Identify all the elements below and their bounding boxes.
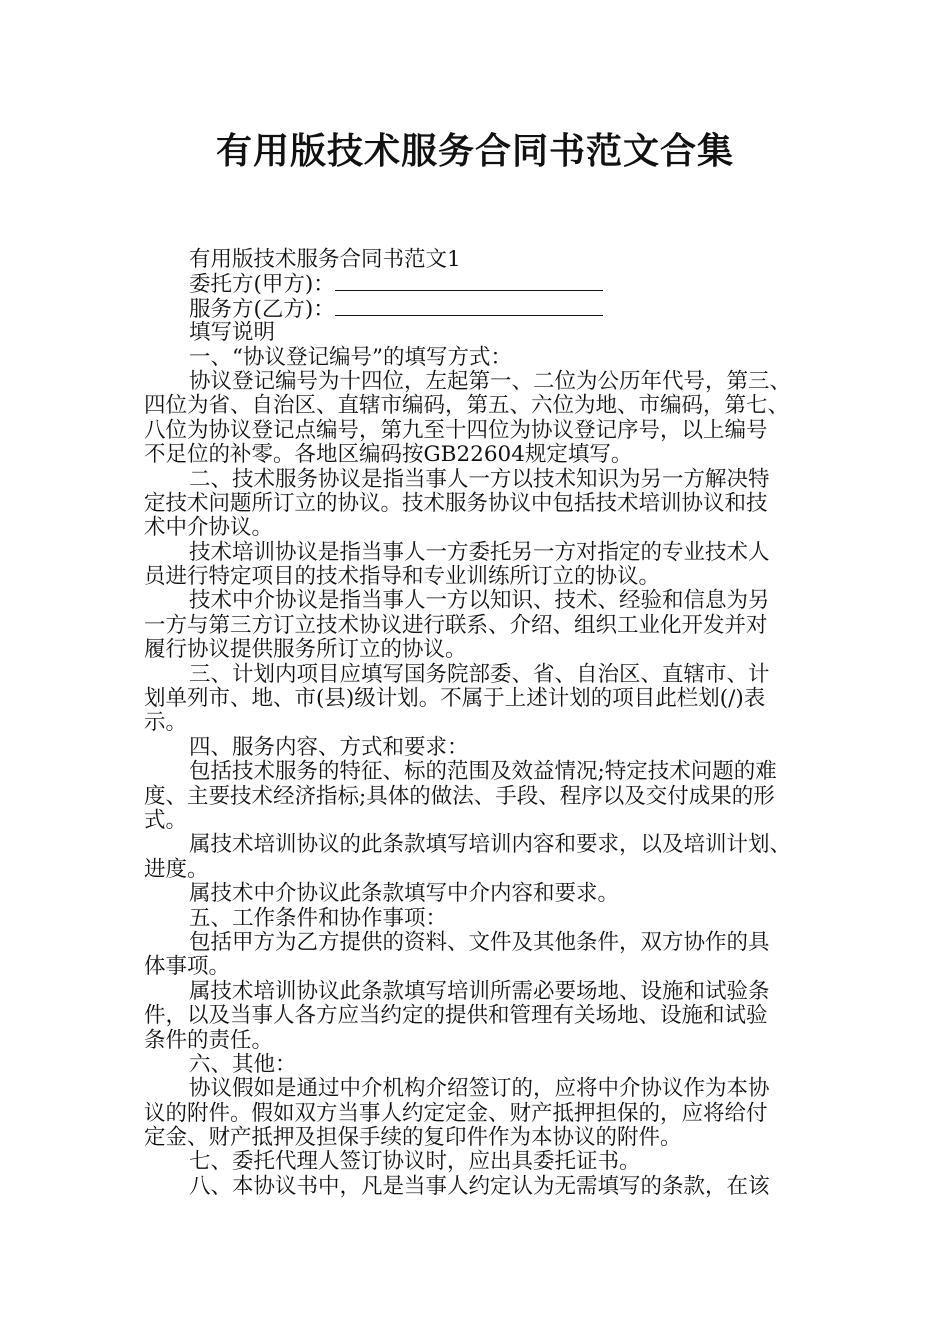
provider-party-line — [144, 297, 834, 321]
paragraph-line: 八位为协议登记点编号，第九至十四位为协议登记序号，以上编号 — [144, 417, 768, 443]
paragraph-line: 度、主要技术经济指标;具体的做法、手段、程序以及交付成果的形 — [144, 783, 775, 809]
paragraph-line: 包括甲方为乙方提供的资料、文件及其他条件，双方协作的具 — [189, 929, 770, 955]
paragraph-line: 一方与第三方订立技术协议进行联系、介绍、组织工业化开发并对 — [144, 612, 768, 638]
paragraph-line: 一、“协议登记编号”的填写方式： — [189, 344, 512, 370]
paragraph-line: 四位为省、自治区、直辖市编码，第五、六位为地、市编码，第七、 — [144, 393, 790, 419]
paragraph-line: 技术中介协议是指当事人一方以知识、技术、经验和信息为另 — [189, 588, 770, 614]
section-heading: 有用版技术服务合同书范文1 — [189, 247, 461, 272]
paragraph-line: 划单列市、地、市(县)级计划。不属于上述计划的项目此栏划(/)表 — [144, 686, 766, 712]
provider-party-label: 服务方(乙方)： — [189, 296, 335, 322]
client-party-label: 委托方(甲方)： — [189, 272, 335, 298]
paragraph-line: 协议假如是通过中介机构介绍签订的，应将中介协议作为本协 — [189, 1076, 770, 1102]
paragraph-line: 进度。 — [144, 856, 209, 882]
paragraph-line: 式。 — [144, 807, 188, 833]
paragraph-line: 示。 — [144, 710, 188, 736]
paragraph-line: 属技术中介协议此条款填写中介内容和要求。 — [189, 881, 620, 907]
paragraph-line: 定金、财产抵押及担保手续的复印件作为本协议的附件。 — [144, 1125, 682, 1151]
paragraph-line: 术中介协议。 — [144, 515, 274, 541]
paragraph-line: 八、本协议书中，凡是当事人约定认为无需填写的条款，在该 — [189, 1173, 770, 1199]
client-party-blank — [335, 272, 603, 291]
paragraph-line: 七、委托代理人签订协议时，应出具委托证书。 — [189, 1149, 641, 1175]
paragraph-line: 六、其他： — [189, 1051, 297, 1077]
paragraph-line: 属技术培训协议的此条款填写培训内容和要求，以及培训计划、 — [189, 832, 792, 858]
paragraph-line: 协议登记编号为十四位，左起第一、二位为公历年代号，第三、 — [189, 368, 792, 394]
paragraph-line: 二、技术服务协议是指当事人一方以技术知识为另一方解决特 — [189, 466, 770, 492]
paragraph-line: 议的附件。假如双方当事人约定定金、财产抵押担保的，应将给付 — [144, 1100, 768, 1126]
paragraph-line: 履行协议提供服务所订立的协议。 — [144, 637, 467, 663]
paragraph-line: 员进行特定项目的技术指导和专业训练所订立的协议。 — [144, 564, 661, 590]
client-party-line — [144, 272, 834, 296]
paragraph-line: 体事项。 — [144, 954, 231, 980]
document-body — [144, 248, 834, 1199]
paragraph-line: 四、服务内容、方式和要求： — [189, 734, 469, 760]
paragraph-line: 包括技术服务的特征、标的范围及效益情况;特定技术问题的难 — [189, 759, 777, 785]
instructions-heading: 填写说明 — [189, 320, 276, 346]
provider-party-blank — [335, 297, 603, 316]
paragraph-line: 条件的责任。 — [144, 1027, 274, 1053]
paragraph-line: 不足位的补零。各地区编码按GB22604规定填写。 — [144, 442, 633, 468]
paragraph-line: 定技术问题所订立的协议。技术服务协议中包括技术培训协议和技 — [144, 490, 768, 516]
paragraph-line: 技术培训协议是指当事人一方委托另一方对指定的专业技术人 — [189, 539, 770, 565]
paragraph-line: 属技术培训协议此条款填写培训所需必要场地、设施和试验条 — [189, 978, 770, 1004]
paragraph-line: 件，以及当事人各方应当约定的提供和管理有关场地、设施和试验 — [144, 1003, 768, 1029]
document-title: 有用版技术服务合同书范文合集 — [215, 131, 734, 172]
paragraph-line: 五、工作条件和协作事项： — [189, 905, 448, 931]
paragraph-line: 三、计划内项目应填写国务院部委、省、自治区、直辖市、计 — [189, 661, 770, 687]
